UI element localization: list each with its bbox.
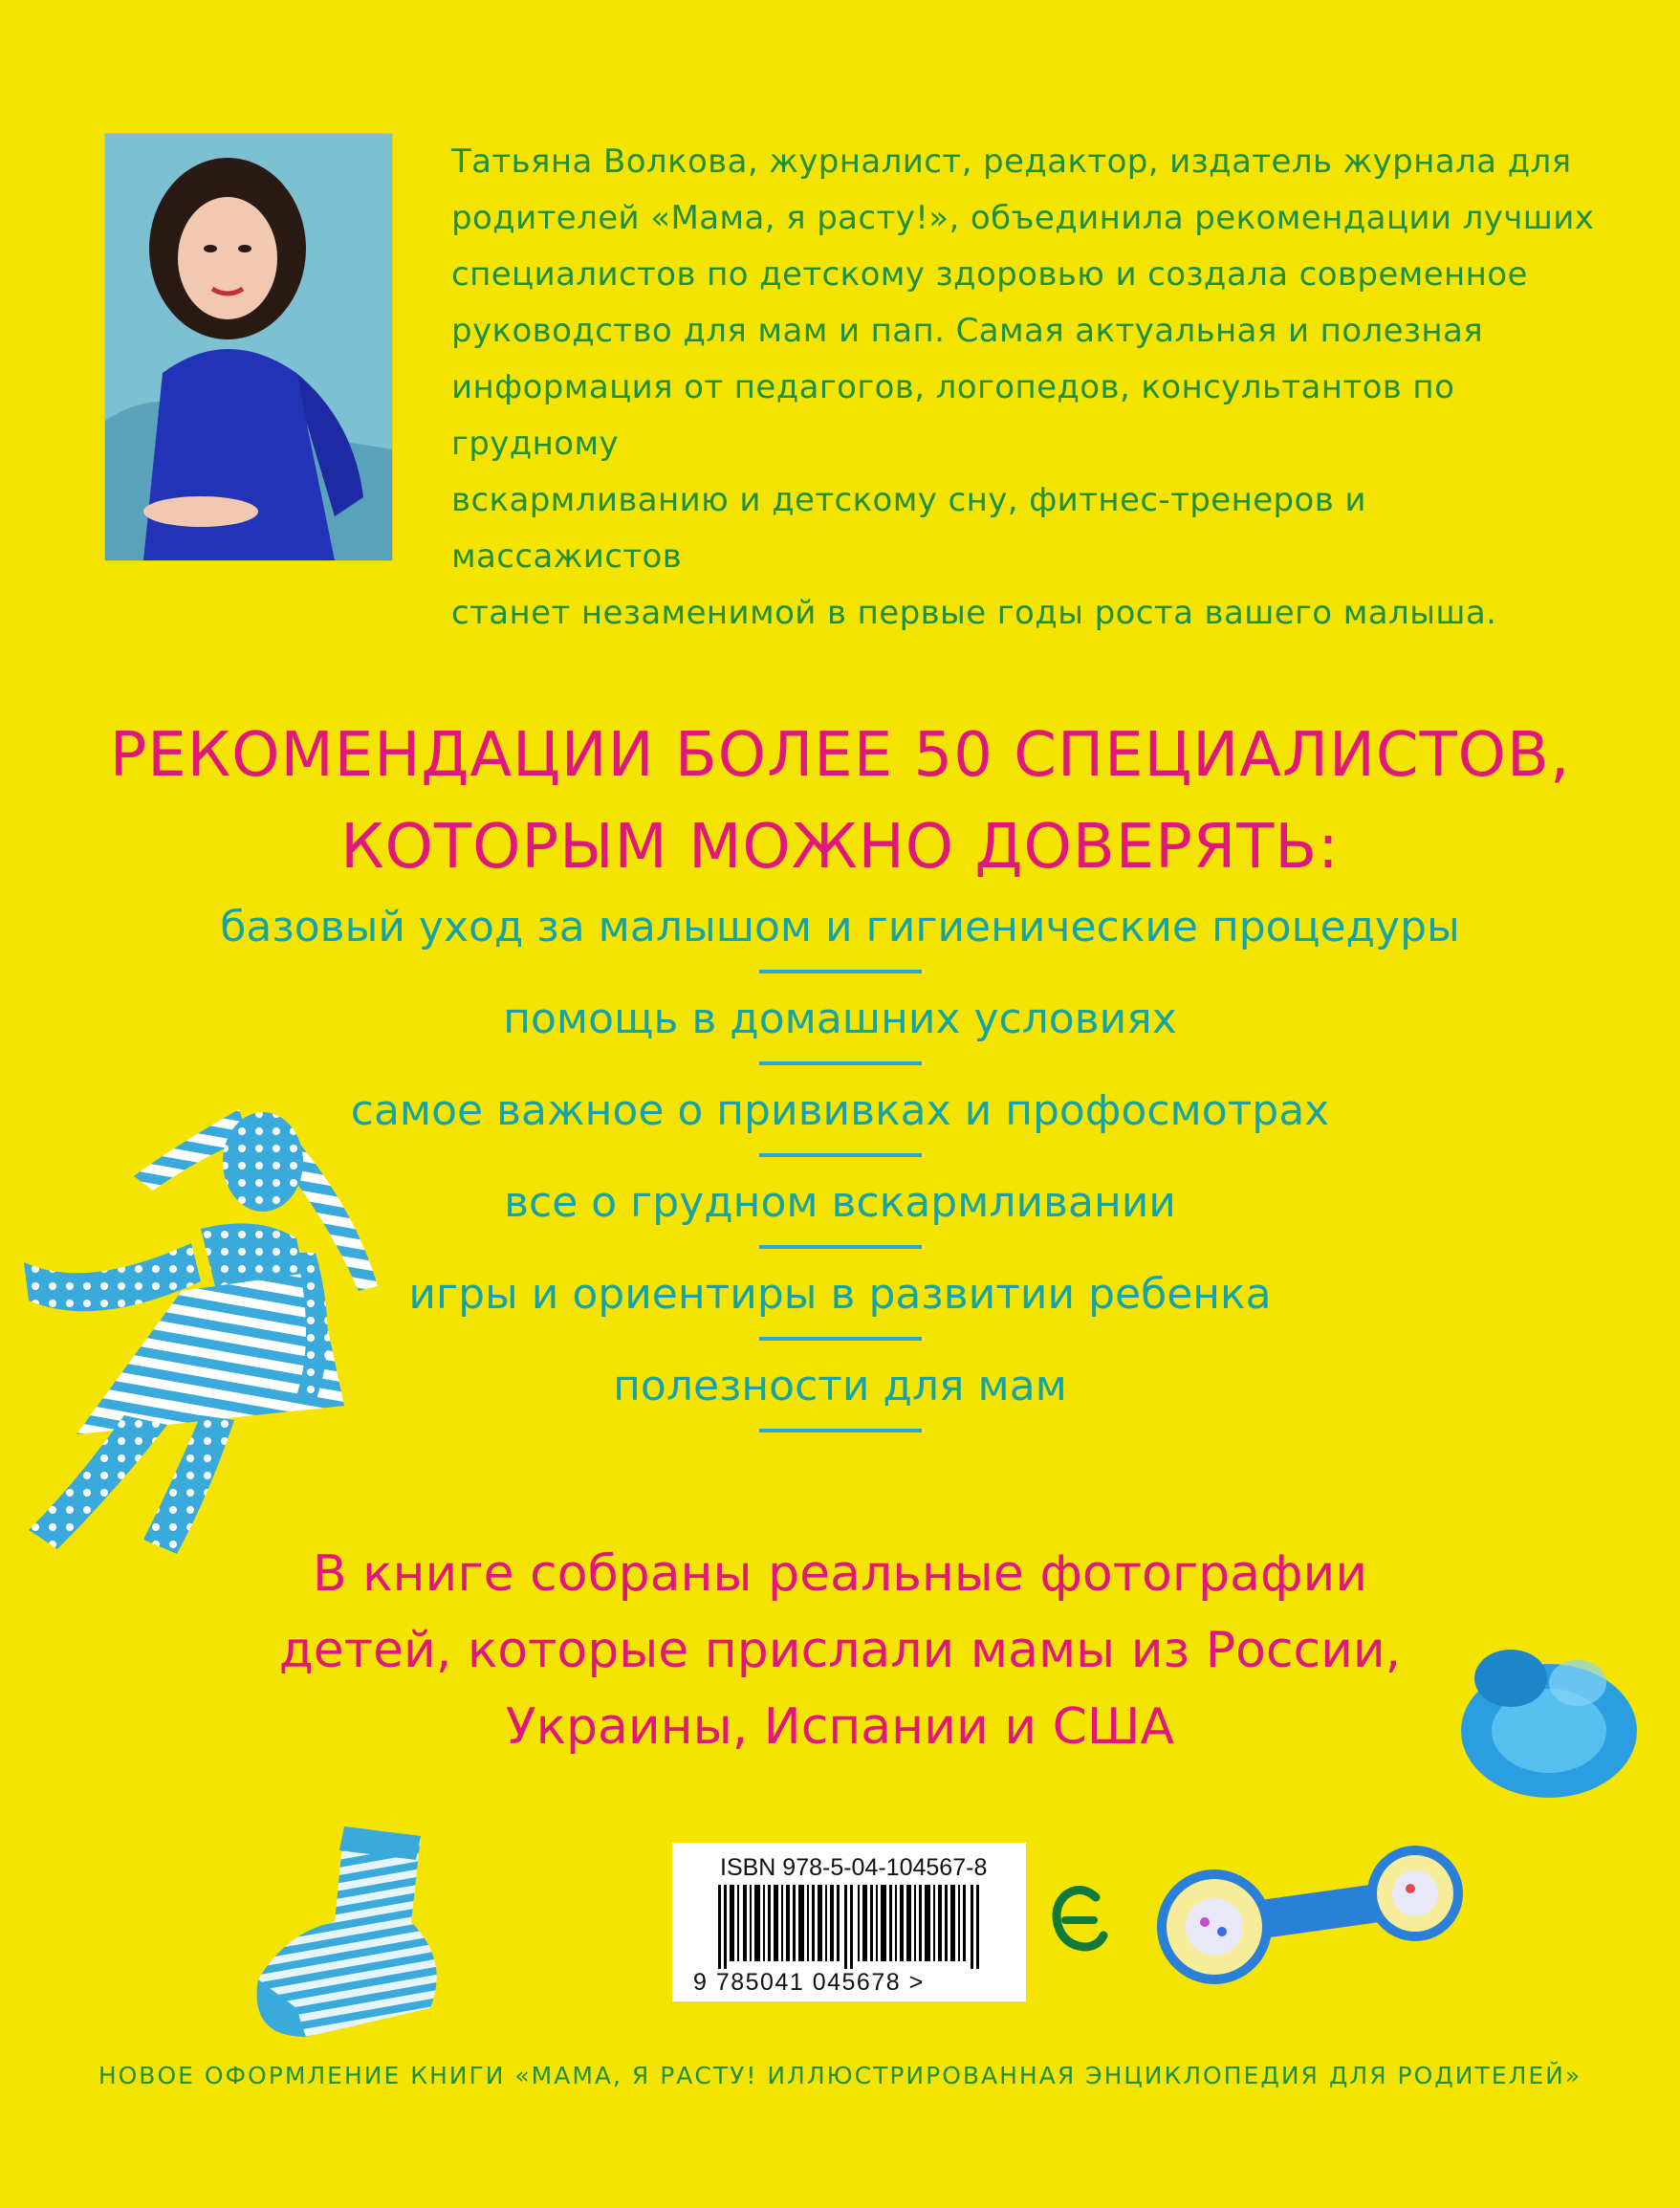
pacifier-icon	[1453, 1626, 1645, 1807]
author-intro-text: Татьяна Волкова, журналист, редактор, издатель журнала для родителей «Мама, я расту!», объединила рекомендации лучших специалистов по детскому здоровью и создала современное руководство для мам и пап. Самая актуальная и полезная информация от педагогов, логопедов, консультантов по грудному вскармливанию и детскому сну, фитнес-тренеров и массажистов станет незаменимой в первые годы роста вашего малыша.	[451, 142, 1595, 632]
photos-note-line: детей, которые прислали мамы из России,	[278, 1622, 1402, 1679]
topic-item: базовый уход за малышом и гигиенические процедуры	[0, 899, 1680, 991]
topic-item: полезности для мам	[0, 1358, 1680, 1450]
photos-note-line: В книге собраны реальные фотографии	[312, 1545, 1368, 1603]
isbn-label: ISBN 978-5-04-104567-8	[720, 1854, 988, 1881]
photos-note	[0, 1536, 1680, 1765]
isbn-barcode	[672, 1843, 1026, 2001]
rattle-icon	[1147, 1836, 1473, 1989]
topic-item: игры и ориентиры в развитии ребенка	[0, 1266, 1680, 1358]
barcode-number: 9 785041 045678 >	[693, 1969, 925, 1996]
eksmo-logo-icon	[1052, 1880, 1109, 1957]
topic-item: все о грудном вскармливании	[0, 1174, 1680, 1266]
barcode-bars	[718, 1885, 986, 1969]
footer-note: НОВОЕ ОФОРМЛЕНИЕ КНИГИ «МАМА, Я РАСТУ! ИЛЛЮСТРИРОВАННАЯ ЭНЦИКЛОПЕДИЯ ДЛЯ РОДИТЕЛЕЙ»	[98, 2062, 1582, 2089]
heading-line: КОТОРЫМ МОЖНО ДОВЕРЯТЬ:	[340, 812, 1340, 883]
recommendations-heading	[0, 710, 1680, 893]
topic-item: помощь в домашних условиях	[0, 991, 1680, 1082]
author-photo	[105, 134, 392, 560]
sock-icon	[229, 1817, 469, 2066]
topic-item: самое важное о прививках и профосмотрах	[0, 1082, 1680, 1174]
heading-line: РЕКОМЕНДАЦИИ БОЛЕЕ 50 СПЕЦИАЛИСТОВ,	[109, 720, 1571, 791]
photos-note-line: Украины, Испании и США	[505, 1698, 1175, 1756]
bunny-toy-icon	[10, 1071, 411, 1568]
